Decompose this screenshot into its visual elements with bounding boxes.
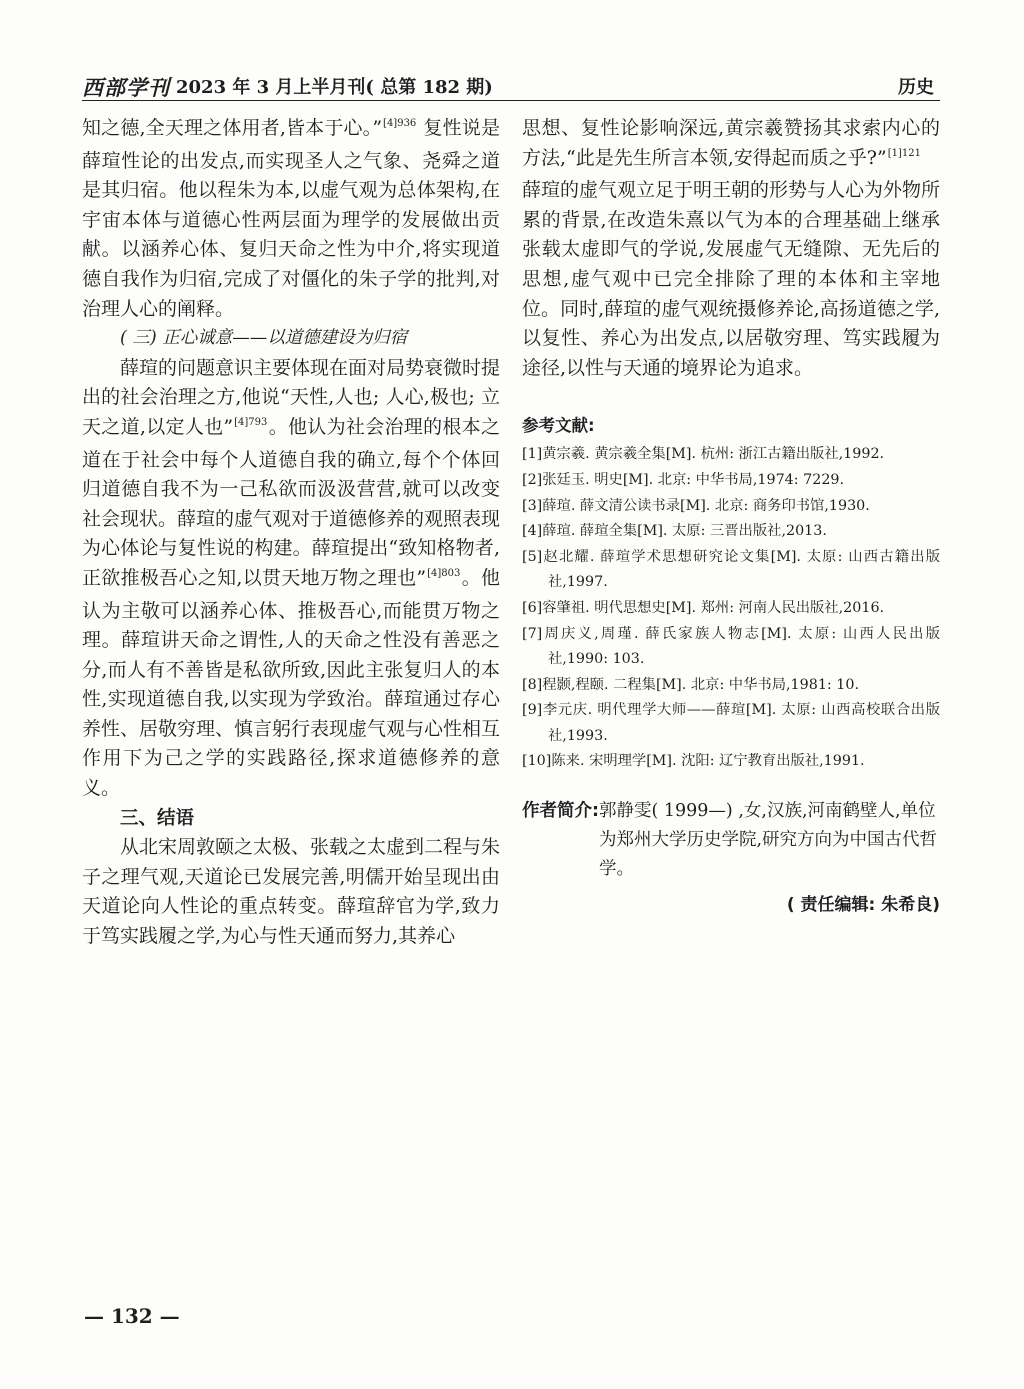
paragraph [522, 114, 940, 176]
citation: [4]803 [427, 567, 461, 579]
reference-item: [1]黄宗羲. 黄宗羲全集[M]. 杭州: 浙江古籍出版社,1992. [522, 446, 885, 463]
page-number: — 132 — [84, 1304, 180, 1328]
paragraph: 从北宋周敦颐之太极、张载之太虚到二程与朱子之理气观,天道论已发展完善,明儒开始呈现出由天道论向人性论的重点转变。薛瑄辞官为学,致力于笃实践履之学,为心与性天通而努力,其养心 [82, 836, 501, 948]
header-rule [82, 100, 940, 101]
page-header [82, 70, 940, 100]
text: 。他认为主敬可以涵养心体、推极吾心,而能贯万物之理。薛瑄讲天命之谓性,人的天命之性没有善恶之分,而人有不善皆是私欲所致,因此主张复归人的本性,实现道德自我,以实现为学致治。薛瑄通过存心养性、居敬穷理、慎言躬行表现虚气观与心性相互作用下为己之学的实践路径,探求道德修养的意义。 [82, 566, 501, 800]
text: 。他认为社会治理的根本之道在于社会中每个人道德自我的确立,每个个体回归道德自我不为一己私欲而汲汲营营,就可以改变社会现状。薛瑄的虚气观对于道德修养的观照表现为心体论与复性说的构建。薛瑄提出“致知格物者,正欲推极吾心之知,以贯天地万物之理也” [82, 415, 501, 589]
right-column [522, 114, 940, 915]
citation: [4]793 [234, 416, 268, 428]
author-label: 作者简介: [522, 801, 599, 822]
reference-item: [6]容肇祖. 明代思想史[M]. 郑州: 河南人民出版社,2016. [522, 599, 885, 616]
left-column [82, 114, 500, 952]
section-tag: 历史 [898, 77, 934, 98]
reference-item: [2]张廷玉. 明史[M]. 北京: 中华书局,1974: 7229. [522, 471, 845, 488]
reference-item: [10]陈来. 宋明理学[M]. 沈阳: 辽宁教育出版社,1991. [522, 753, 865, 770]
text: 薛瑄的问题意识主要体现在面对局势衰微时提出的社会治理之方,他说“天性,人也; 人心,极也; 立天之道,以定人也” [82, 356, 501, 438]
reference-item: [8]程颢,程颐. 二程集[M]. 北京: 中华书局,1981: 10. [522, 676, 860, 693]
subheading: ( 三) 正心诚意——以道德建设为归宿 [120, 328, 408, 349]
reference-item: [7]周庆义,周瑾. 薛氏家族人物志[M]. 太原: 山西人民出版社,1990: 103. [522, 625, 940, 668]
references-title: 参考文献: [522, 416, 595, 436]
editor-note: ( 责任编辑: 朱希良) [786, 895, 940, 916]
journal-issue: 2023 年 3 月上半月刊( 总第 182 期) [176, 77, 493, 98]
paragraph [82, 114, 500, 324]
citation: [1]121 [887, 147, 921, 159]
reference-item: [5]赵北耀. 薛瑄学术思想研究论文集[M]. 太原: 山西古籍出版社,1997. [522, 548, 940, 591]
paragraph [82, 354, 500, 804]
paragraph: 薛瑄的虚气观立足于明王朝的形势与人心为外物所累的背景,在改造朱熹以气为本的合理基础上继承张载太虚即气的学说,发展虚气无缝隙、无先后的思想,虚气观中已完全排除了理的本体和主宰地位。同时,薛瑄的虚气观统摄修养论,高扬道德之学,以复性、养心为出发点,以居敬穷理、笃实践履为途径,以性与天通的境界论为追求。 [522, 179, 941, 379]
journal-logo: 西部学刊 [82, 75, 170, 100]
author-bio [522, 797, 940, 884]
author-text: 郭静雯( 1999—) ,女,汉族,河南鹤壁人,单位为郑州大学历史学院,研究方向为中国古代哲学。 [599, 801, 938, 880]
reference-item: [4]薛瑄. 薛瑄全集[M]. 太原: 三晋出版社,2013. [522, 523, 827, 540]
text: 思想、复性论影响深远,黄宗羲赞扬其求索内心的方法,“此是先生所言本领,安得起而质之乎?” [522, 117, 940, 169]
reference-item: [9]李元庆. 明代理学大师——薛瑄[M]. 太原: 山西高校联合出版社,1993. [522, 702, 940, 744]
reference-item: [3]薛瑄. 薛文清公读书录[M]. 北京: 商务印书馆,1930. [522, 497, 870, 514]
text: 知之德,全天理之体用者,皆本于心。” [82, 117, 383, 139]
text: 复性说是薛瑄性论的出发点,而实现圣人之气象、尧舜之道是其归宿。他以程朱为本,以虚气观为总体架构,在宇宙本体与道德心性两层面为理学的发展做出贡献。以涵养心体、复归天命之性为中介,将实现道德自我作为归宿,完成了对僵化的朱子学的批判,对治理人心的阐释。 [82, 117, 500, 320]
section-heading: 三、结语 [120, 807, 195, 829]
citation: [4]936 [383, 118, 417, 129]
references-list [522, 442, 940, 775]
